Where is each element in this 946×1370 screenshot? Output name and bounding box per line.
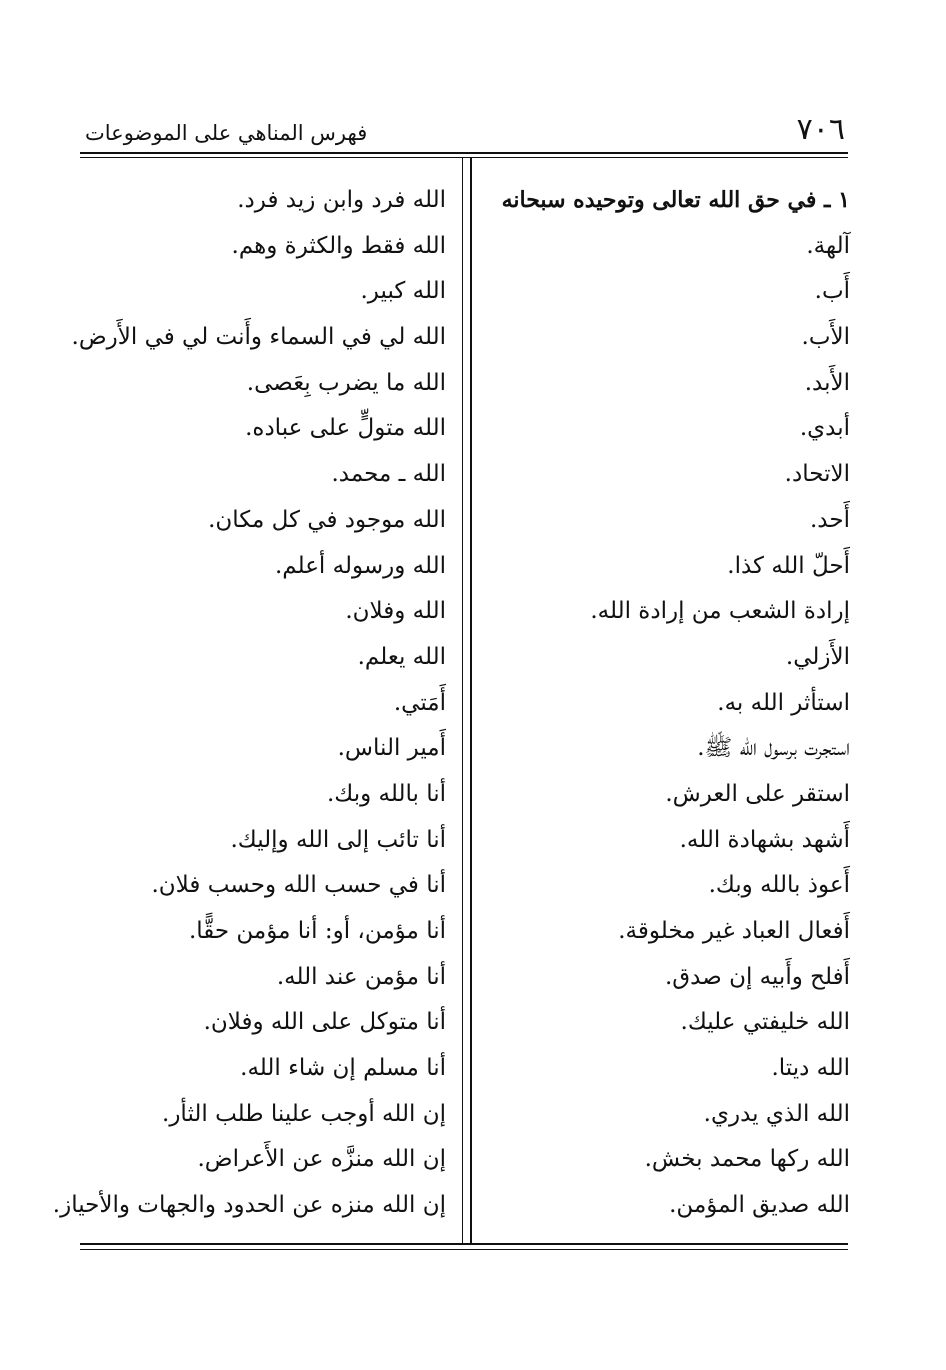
- index-entry: الله خليفتي عليك.: [680, 1009, 850, 1036]
- index-entry: الله صديق المؤمن.: [669, 1192, 850, 1219]
- index-entry: الله ورسوله أعلم.: [274, 552, 446, 579]
- index-entry: الله ما يضرب بِعَصى.: [246, 369, 446, 396]
- index-entry: أَمير الناس.: [337, 735, 446, 762]
- page-number: ٧٠٦: [796, 112, 845, 147]
- column-divider-right: [470, 158, 472, 1243]
- index-entry: الله وفلان.: [345, 598, 446, 625]
- header-rule-bottom: [80, 157, 848, 158]
- section-heading: ١ ـ في حق الله تعالى وتوحيده سبحانه: [501, 187, 850, 213]
- page-header: [85, 112, 845, 152]
- index-entry: الله كبير.: [360, 278, 446, 305]
- index-entry: الأَزلي.: [785, 643, 850, 670]
- index-entry: استقر على العرش.: [665, 780, 850, 807]
- index-entry: استجرت برسول الله ﷺ.: [697, 735, 850, 762]
- index-entry: أَشهد بشهادة الله.: [679, 826, 850, 853]
- index-entry: أَمَتي.: [393, 689, 446, 716]
- index-entry: الله ركها محمد بخش.: [644, 1146, 850, 1173]
- index-entry: أنا مسلم إن شاء الله.: [240, 1055, 446, 1082]
- index-entry: الله متولٍّ على عباده.: [245, 415, 446, 442]
- index-entry: الله ديتا.: [771, 1055, 850, 1082]
- index-entry: أَفعال العباد غير مخلوقة.: [618, 918, 850, 944]
- index-entry: أَحلّ الله كذا.: [727, 552, 850, 579]
- index-entry: الله موجود في كل مكان.: [208, 506, 446, 533]
- left-column: [52, 178, 446, 1229]
- index-entry: أنا مؤمن عند الله.: [276, 963, 446, 990]
- index-entry: الله ـ محمد.: [331, 461, 446, 488]
- header-rule-top: [80, 152, 848, 154]
- footer-rule-bottom: [80, 1249, 848, 1250]
- index-entry: أنا في حسب الله وحسب فلان.: [151, 872, 446, 899]
- column-divider-left: [462, 158, 463, 1243]
- index-entry: الله لي في السماء وأَنت لي في الأَرض.: [71, 324, 446, 351]
- index-entry: الله يعلم.: [357, 643, 446, 670]
- index-entry: استأثر الله به.: [717, 689, 850, 716]
- index-entry: إرادة الشعب من إرادة الله.: [590, 598, 850, 625]
- index-entry: أَحد.: [810, 506, 850, 533]
- index-entry: الاتحاد.: [784, 461, 850, 488]
- running-title: فهرس المناهي على الموضوعات: [85, 121, 368, 145]
- index-entry: إن الله أوجب علينا طلب الثأر.: [162, 1100, 446, 1127]
- index-entry: الله فرد وابن زيد فرد.: [237, 187, 446, 213]
- index-entry: الله الذي يدري.: [703, 1100, 850, 1127]
- footer-rule-top: [80, 1243, 848, 1245]
- index-entry: الله فقط والكثرة وهم.: [231, 232, 446, 259]
- index-entry: الأَب.: [801, 324, 850, 351]
- right-column: [480, 178, 850, 1229]
- index-entry: أنا متوكل على الله وفلان.: [203, 1009, 446, 1036]
- index-entry: أبدي.: [799, 415, 850, 442]
- index-entry: أَعوذ بالله وبك.: [708, 872, 850, 899]
- index-entry: أنا تائب إلى الله وإليك.: [230, 826, 446, 853]
- index-entry: أَب.: [814, 278, 850, 305]
- index-entry: أَفلح وأَبيه إن صدق.: [665, 963, 850, 990]
- index-entry: آلهة.: [806, 232, 850, 259]
- index-entry: إن الله منزه عن الحدود والجهات والأحياز.: [52, 1192, 446, 1219]
- index-entry: إن الله منزَّه عن الأَعراض.: [197, 1146, 446, 1173]
- index-entry: الأَبد.: [804, 369, 850, 396]
- index-entry: أنا بالله وبك.: [327, 780, 446, 807]
- index-entry: أنا مؤمن، أو: أنا مؤمن حقًّا.: [188, 918, 446, 944]
